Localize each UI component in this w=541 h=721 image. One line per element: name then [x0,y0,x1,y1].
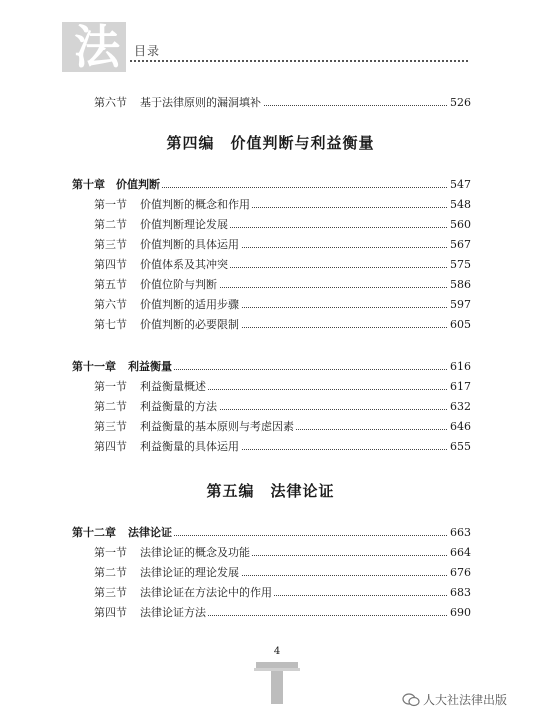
part-heading: 第四编 价值判断与利益衡量 [166,134,375,152]
toc-page-number: 690 [447,604,471,622]
toc-page-number: 683 [447,584,471,602]
toc-section-row[interactable] [0,604,541,622]
watermark [402,691,507,711]
toc-section-row[interactable] [0,316,541,334]
toc-title: 法律论证方法 [140,604,208,622]
toc-title: 价值判断理论发展 [140,216,230,234]
watermark-text: 人大社法律出版 [423,693,508,707]
toc-chapter-row[interactable] [0,358,541,376]
toc-page-number: 526 [447,94,471,112]
page-number: 4 [273,646,281,657]
toc-section-row[interactable] [0,398,541,416]
toc-page-number: 547 [447,176,471,194]
toc-section-row[interactable] [0,418,541,436]
toc-page-number: 632 [447,398,471,416]
toc-number: 第六节 [94,96,127,109]
toc-number: 第十二章 [72,526,116,539]
toc-number: 第二节 [94,400,127,413]
toc-title: 法律论证 [128,524,174,542]
toc-page-number: 616 [447,358,471,376]
toc-title: 法律论证的理论发展 [140,564,241,582]
toc-title: 价值位阶与判断 [140,276,219,294]
toc-page-number: 663 [447,524,471,542]
header-label: 目录 [134,44,161,58]
toc-section-row[interactable] [0,378,541,396]
toc-leader-dots [128,535,467,536]
toc-number: 第三节 [94,420,127,433]
wechat-icon [402,693,420,707]
toc-leader-dots [128,369,467,370]
header-logo-char: 法 [74,20,120,74]
toc-title: 价值判断 [116,176,162,194]
toc-number: 第四节 [94,258,127,271]
toc-title: 法律论证的概念及功能 [140,544,252,562]
toc-title: 价值判断的适用步骤 [140,296,241,314]
header-dotted-rule [130,60,468,62]
toc-number: 第一节 [94,198,127,211]
part-heading: 第五编 法律论证 [206,482,335,500]
toc-page-number: 676 [447,564,471,582]
footer-ornament-icon [254,654,300,704]
toc-section-row[interactable] [0,296,541,314]
toc-number: 第六节 [94,298,127,311]
toc-section-row[interactable] [0,276,541,294]
toc-number: 第五节 [94,278,127,291]
toc-page-number: 617 [447,378,471,396]
toc-number: 第一节 [94,546,127,559]
toc-page-number: 655 [447,438,471,456]
toc-section-row[interactable] [0,564,541,582]
toc-section-row[interactable] [0,544,541,562]
toc-section-row[interactable] [0,256,541,274]
toc-title: 价值判断的具体运用 [140,236,241,254]
toc-title: 利益衡量的方法 [140,398,219,416]
toc-number: 第三节 [94,586,127,599]
toc-page-number: 560 [447,216,471,234]
toc-page-number: 575 [447,256,471,274]
toc-title: 利益衡量的基本原则与考虑因素 [140,418,296,436]
toc-chapter-row[interactable] [0,176,541,194]
toc-title: 利益衡量的具体运用 [140,438,241,456]
toc-section-row[interactable] [0,438,541,456]
toc-chapter-row[interactable] [0,524,541,542]
toc-number: 第四节 [94,440,127,453]
toc-section-row[interactable] [0,236,541,254]
toc-title: 利益衡量 [128,358,174,376]
toc-title: 利益衡量概述 [140,378,208,396]
page-header [0,0,541,80]
toc-page-number: 548 [447,196,471,214]
toc-section-row[interactable] [0,94,541,112]
toc-number: 第三节 [94,238,127,251]
toc-number: 第一节 [94,380,127,393]
toc-page-number: 567 [447,236,471,254]
toc-title: 价值判断的必要限制 [140,316,241,334]
toc-section-row[interactable] [0,196,541,214]
toc-number: 第七节 [94,318,127,331]
toc-title: 价值体系及其冲突 [140,256,230,274]
toc-page-number: 646 [447,418,471,436]
toc-title: 价值判断的概念和作用 [140,196,252,214]
toc-page-number: 605 [447,316,471,334]
toc-page-number: 664 [447,544,471,562]
toc-title: 法律论证在方法论中的作用 [140,584,274,602]
toc-section-row[interactable] [0,584,541,602]
toc-page-number: 586 [447,276,471,294]
toc-title: 基于法律原则的漏洞填补 [140,94,263,112]
toc-number: 第十章 [72,178,105,191]
toc-number: 第四节 [94,606,127,619]
toc-page-number: 597 [447,296,471,314]
toc-number: 第二节 [94,566,127,579]
toc-leader-dots [116,187,467,188]
toc-section-row[interactable] [0,216,541,234]
toc-number: 第二节 [94,218,127,231]
toc-number: 第十一章 [72,360,116,373]
